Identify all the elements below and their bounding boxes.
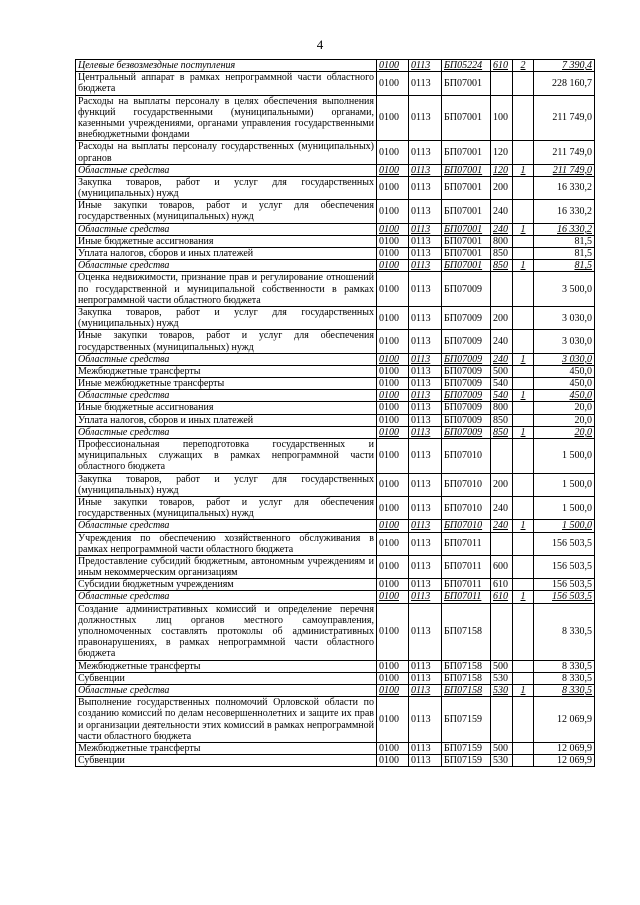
row-expense-type: 500 [491,660,513,672]
row-razdel: 0113 [409,603,442,660]
row-amount: 1 500,0 [534,439,595,474]
row-source-code [513,697,534,743]
row-vedomstvo: 0100 [377,742,409,754]
row-amount: 12 069,9 [534,697,595,743]
row-name: Областные средства [76,164,377,176]
row-target-code: БП07009 [442,306,491,329]
row-amount: 211 749,0 [534,164,595,176]
row-amount: 450,0 [534,378,595,390]
row-name: Иные бюджетные ассигнования [76,402,377,414]
table-row [76,532,595,555]
table-row [76,473,595,496]
row-vedomstvo: 0100 [377,672,409,684]
table-row [76,306,595,329]
row-vedomstvo: 0100 [377,365,409,377]
row-vedomstvo: 0100 [377,72,409,95]
row-razdel: 0113 [409,496,442,519]
row-amount: 8 330,5 [534,660,595,672]
row-expense-type: 610 [491,60,513,72]
row-source-code: 1 [513,353,534,365]
row-amount: 20,0 [534,426,595,438]
row-razdel: 0113 [409,260,442,272]
row-razdel: 0113 [409,306,442,329]
row-vedomstvo: 0100 [377,697,409,743]
row-name: Иные бюджетные ассигнования [76,235,377,247]
row-target-code: БП07009 [442,402,491,414]
row-amount: 1 500,0 [534,473,595,496]
table-row [76,755,595,767]
table-row [76,672,595,684]
row-target-code: БП07001 [442,260,491,272]
row-name: Целевые безвозмездные поступления [76,60,377,72]
row-expense-type: 530 [491,684,513,696]
table-row [76,200,595,223]
row-razdel: 0113 [409,95,442,141]
table-row [76,697,595,743]
row-source-code [513,272,534,307]
row-amount: 16 330,2 [534,176,595,199]
table-row [76,660,595,672]
row-amount: 3 500,0 [534,272,595,307]
table-row-subtotal [76,520,595,532]
row-amount: 450,0 [534,365,595,377]
row-expense-type: 240 [491,223,513,235]
table-row [76,248,595,260]
table-row [76,365,595,377]
row-expense-type [491,697,513,743]
row-expense-type [491,72,513,95]
row-name: Иные закупки товаров, работ и услуг для обеспечения государственных (муниципальных) нужд [76,496,377,519]
row-target-code: БП07159 [442,697,491,743]
row-razdel: 0113 [409,365,442,377]
table-row-subtotal [76,60,595,72]
row-source-code: 2 [513,60,534,72]
row-amount: 156 503,5 [534,532,595,555]
table-row-subtotal [76,390,595,402]
row-source-code [513,72,534,95]
row-razdel: 0113 [409,684,442,696]
row-razdel: 0113 [409,378,442,390]
table-row [76,272,595,307]
row-vedomstvo: 0100 [377,555,409,578]
row-amount: 8 330,5 [534,672,595,684]
row-source-code: 1 [513,591,534,603]
row-target-code: БП07011 [442,591,491,603]
row-vedomstvo: 0100 [377,260,409,272]
row-name: Субвенции [76,755,377,767]
row-expense-type: 610 [491,591,513,603]
row-expense-type: 100 [491,95,513,141]
row-vedomstvo: 0100 [377,95,409,141]
row-target-code: БП07001 [442,72,491,95]
row-vedomstvo: 0100 [377,353,409,365]
row-name: Центральный аппарат в рамках непрограммной части областного бюджета [76,72,377,95]
row-razdel: 0113 [409,223,442,235]
row-source-code [513,532,534,555]
row-amount: 211 749,0 [534,141,595,164]
row-name: Закупка товаров, работ и услуг для государственных (муниципальных) нужд [76,473,377,496]
row-source-code [513,742,534,754]
row-source-code: 1 [513,260,534,272]
row-amount: 156 503,5 [534,555,595,578]
row-razdel: 0113 [409,660,442,672]
row-vedomstvo: 0100 [377,330,409,353]
row-target-code: БП07009 [442,378,491,390]
row-expense-type [491,603,513,660]
row-target-code: БП07158 [442,684,491,696]
row-source-code: 1 [513,684,534,696]
row-razdel: 0113 [409,579,442,591]
row-name: Областные средства [76,390,377,402]
row-name: Межбюджетные трансферты [76,660,377,672]
row-name: Областные средства [76,223,377,235]
row-expense-type: 850 [491,248,513,260]
row-target-code: БП07011 [442,579,491,591]
row-vedomstvo: 0100 [377,426,409,438]
table-row-subtotal [76,353,595,365]
row-vedomstvo: 0100 [377,378,409,390]
row-amount: 3 030,0 [534,330,595,353]
row-expense-type: 500 [491,742,513,754]
row-razdel: 0113 [409,353,442,365]
row-vedomstvo: 0100 [377,603,409,660]
row-name: Предоставление субсидий бюджетным, автономным учреждениям и иным некоммерческим организациям [76,555,377,578]
row-expense-type: 800 [491,235,513,247]
row-target-code: БП07011 [442,555,491,578]
row-vedomstvo: 0100 [377,164,409,176]
row-source-code: 1 [513,223,534,235]
row-razdel: 0113 [409,60,442,72]
row-expense-type [491,532,513,555]
row-target-code: БП07001 [442,164,491,176]
row-target-code: БП07009 [442,365,491,377]
row-razdel: 0113 [409,330,442,353]
table-row [76,555,595,578]
row-amount: 16 330,2 [534,223,595,235]
row-amount: 1 500,0 [534,496,595,519]
table-row [76,95,595,141]
row-expense-type: 540 [491,378,513,390]
table-row [76,579,595,591]
row-razdel: 0113 [409,141,442,164]
row-expense-type: 530 [491,672,513,684]
row-target-code: БП07009 [442,426,491,438]
row-vedomstvo: 0100 [377,223,409,235]
row-source-code [513,672,534,684]
page-number: 4 [316,37,324,52]
row-amount: 81,5 [534,248,595,260]
row-target-code: БП07009 [442,414,491,426]
row-name: Иные закупки товаров, работ и услуг для обеспечения государственных (муниципальных) нужд [76,200,377,223]
row-source-code: 1 [513,426,534,438]
row-name: Расходы на выплаты персоналу государственных (муниципальных) органов [76,141,377,164]
row-source-code [513,496,534,519]
row-amount: 156 503,5 [534,579,595,591]
row-name: Субвенции [76,672,377,684]
row-vedomstvo: 0100 [377,60,409,72]
row-target-code: БП07009 [442,390,491,402]
row-name: Иные закупки товаров, работ и услуг для обеспечения государственных (муниципальных) нужд [76,330,377,353]
row-name: Профессиональная переподготовка государственных и муниципальных служащих в рамках непрограммной части областного бюджета [76,439,377,474]
table-row [76,141,595,164]
row-amount: 211 749,0 [534,95,595,141]
row-expense-type: 800 [491,402,513,414]
row-razdel: 0113 [409,390,442,402]
row-vedomstvo: 0100 [377,402,409,414]
row-razdel: 0113 [409,72,442,95]
table-row [76,378,595,390]
row-vedomstvo: 0100 [377,248,409,260]
row-name: Оценка недвижимости, признание прав и регулирование отношений по государственной и муниципальной собственности в рамках непрограммной части областного бюджета [76,272,377,307]
row-razdel: 0113 [409,697,442,743]
row-name: Уплата налогов, сборов и иных платежей [76,248,377,260]
row-vedomstvo: 0100 [377,176,409,199]
row-target-code: БП07001 [442,95,491,141]
row-name: Иные межбюджетные трансферты [76,378,377,390]
row-source-code: 1 [513,520,534,532]
row-amount: 8 330,5 [534,603,595,660]
row-vedomstvo: 0100 [377,390,409,402]
row-name: Областные средства [76,520,377,532]
row-target-code: БП07010 [442,496,491,519]
row-expense-type [491,439,513,474]
row-source-code [513,248,534,260]
row-name: Областные средства [76,260,377,272]
row-expense-type: 200 [491,473,513,496]
row-vedomstvo: 0100 [377,496,409,519]
row-source-code [513,176,534,199]
row-razdel: 0113 [409,414,442,426]
row-vedomstvo: 0100 [377,200,409,223]
row-vedomstvo: 0100 [377,532,409,555]
table-row [76,742,595,754]
row-target-code: БП07158 [442,672,491,684]
row-target-code: БП07158 [442,603,491,660]
row-source-code: 1 [513,390,534,402]
row-razdel: 0113 [409,473,442,496]
row-expense-type: 600 [491,555,513,578]
row-source-code [513,378,534,390]
row-expense-type: 240 [491,330,513,353]
row-name: Межбюджетные трансферты [76,365,377,377]
row-name: Межбюджетные трансферты [76,742,377,754]
row-source-code [513,439,534,474]
table-row-subtotal [76,164,595,176]
row-expense-type: 850 [491,414,513,426]
row-source-code [513,365,534,377]
row-amount: 81,5 [534,235,595,247]
table-row [76,496,595,519]
table-row [76,176,595,199]
row-target-code: БП07001 [442,141,491,164]
row-razdel: 0113 [409,755,442,767]
row-vedomstvo: 0100 [377,439,409,474]
row-name: Субсидии бюджетным учреждениям [76,579,377,591]
row-target-code: БП07158 [442,660,491,672]
table-row [76,603,595,660]
row-source-code: 1 [513,164,534,176]
row-source-code [513,473,534,496]
row-amount: 12 069,9 [534,755,595,767]
row-vedomstvo: 0100 [377,272,409,307]
row-source-code [513,579,534,591]
row-razdel: 0113 [409,235,442,247]
row-expense-type: 240 [491,353,513,365]
table-row-subtotal [76,684,595,696]
row-source-code [513,141,534,164]
row-name: Выполнение государственных полномочий Орловской области по созданию комиссий по делам несовершеннолетних и защите их прав и организации деятельности этих комиссий в рамках непрограммной части областного бюджета [76,697,377,743]
row-name: Создание административных комиссий и определение перечня должностных лиц органов местного самоуправления, уполномоченных составлять протоколы об административных правонарушениях, в рамках непрограммной части областного бюджета [76,603,377,660]
row-amount: 8 330,5 [534,684,595,696]
row-expense-type: 120 [491,141,513,164]
row-vedomstvo: 0100 [377,660,409,672]
row-amount: 12 069,9 [534,742,595,754]
row-razdel: 0113 [409,248,442,260]
row-expense-type: 610 [491,579,513,591]
row-vedomstvo: 0100 [377,755,409,767]
row-target-code: БП07009 [442,272,491,307]
table-row-subtotal [76,591,595,603]
row-name: Уплата налогов, сборов и иных платежей [76,414,377,426]
row-amount: 450,0 [534,390,595,402]
row-target-code: БП07010 [442,439,491,474]
row-source-code [513,555,534,578]
row-source-code [513,200,534,223]
row-source-code [513,414,534,426]
row-razdel: 0113 [409,402,442,414]
row-target-code: БП07011 [442,532,491,555]
table-row [76,235,595,247]
row-source-code [513,330,534,353]
row-razdel: 0113 [409,742,442,754]
row-razdel: 0113 [409,555,442,578]
row-vedomstvo: 0100 [377,473,409,496]
table-row-subtotal [76,426,595,438]
row-expense-type: 530 [491,755,513,767]
row-name: Закупка товаров, работ и услуг для государственных (муниципальных) нужд [76,176,377,199]
row-razdel: 0113 [409,672,442,684]
row-amount: 3 030,0 [534,353,595,365]
table-row [76,439,595,474]
row-name: Учреждения по обеспечению хозяйственного обслуживания в рамках непрограммной части областного бюджета [76,532,377,555]
row-vedomstvo: 0100 [377,414,409,426]
row-source-code [513,306,534,329]
row-expense-type: 540 [491,390,513,402]
budget-table [75,59,595,767]
row-target-code: БП07159 [442,742,491,754]
row-razdel: 0113 [409,426,442,438]
row-vedomstvo: 0100 [377,520,409,532]
row-target-code: БП07001 [442,235,491,247]
row-source-code [513,95,534,141]
row-source-code [513,402,534,414]
row-expense-type: 240 [491,496,513,519]
row-amount: 7 390,4 [534,60,595,72]
row-name: Областные средства [76,353,377,365]
row-razdel: 0113 [409,520,442,532]
row-razdel: 0113 [409,532,442,555]
row-amount: 20,0 [534,402,595,414]
row-target-code: БП07001 [442,248,491,260]
row-vedomstvo: 0100 [377,579,409,591]
row-target-code: БП07010 [442,520,491,532]
row-expense-type: 850 [491,426,513,438]
row-name: Закупка товаров, работ и услуг для государственных (муниципальных) нужд [76,306,377,329]
table-row-subtotal [76,223,595,235]
row-expense-type: 240 [491,200,513,223]
row-target-code: БП07010 [442,473,491,496]
table-row [76,414,595,426]
row-razdel: 0113 [409,272,442,307]
row-razdel: 0113 [409,200,442,223]
row-name: Областные средства [76,684,377,696]
row-source-code [513,603,534,660]
row-expense-type: 240 [491,520,513,532]
row-vedomstvo: 0100 [377,684,409,696]
row-vedomstvo: 0100 [377,141,409,164]
row-vedomstvo: 0100 [377,306,409,329]
row-razdel: 0113 [409,176,442,199]
table-row [76,72,595,95]
row-vedomstvo: 0100 [377,591,409,603]
row-target-code: БП07009 [442,353,491,365]
row-amount: 228 160,7 [534,72,595,95]
table-row [76,402,595,414]
row-name: Областные средства [76,426,377,438]
row-razdel: 0113 [409,164,442,176]
row-amount: 81,5 [534,260,595,272]
row-source-code [513,235,534,247]
row-expense-type: 200 [491,306,513,329]
row-expense-type [491,272,513,307]
row-amount: 20,0 [534,414,595,426]
row-expense-type: 120 [491,164,513,176]
budget-table-body [76,60,595,767]
row-name: Расходы на выплаты персоналу в целях обеспечения выполнения функций государственными (муниципальными) органами, казенными учреждениями, органами управления государственными внебюджетными фондами [76,95,377,141]
row-expense-type: 850 [491,260,513,272]
row-razdel: 0113 [409,591,442,603]
row-target-code: БП05224 [442,60,491,72]
row-amount: 1 500,0 [534,520,595,532]
row-target-code: БП07159 [442,755,491,767]
row-source-code [513,755,534,767]
row-amount: 156 503,5 [534,591,595,603]
row-razdel: 0113 [409,439,442,474]
table-row-subtotal [76,260,595,272]
row-vedomstvo: 0100 [377,235,409,247]
row-name: Областные средства [76,591,377,603]
row-amount: 16 330,2 [534,200,595,223]
row-expense-type: 200 [491,176,513,199]
row-amount: 3 030,0 [534,306,595,329]
row-target-code: БП07001 [442,200,491,223]
row-target-code: БП07001 [442,176,491,199]
table-row [76,330,595,353]
row-target-code: БП07009 [442,330,491,353]
row-expense-type: 500 [491,365,513,377]
row-source-code [513,660,534,672]
row-target-code: БП07001 [442,223,491,235]
